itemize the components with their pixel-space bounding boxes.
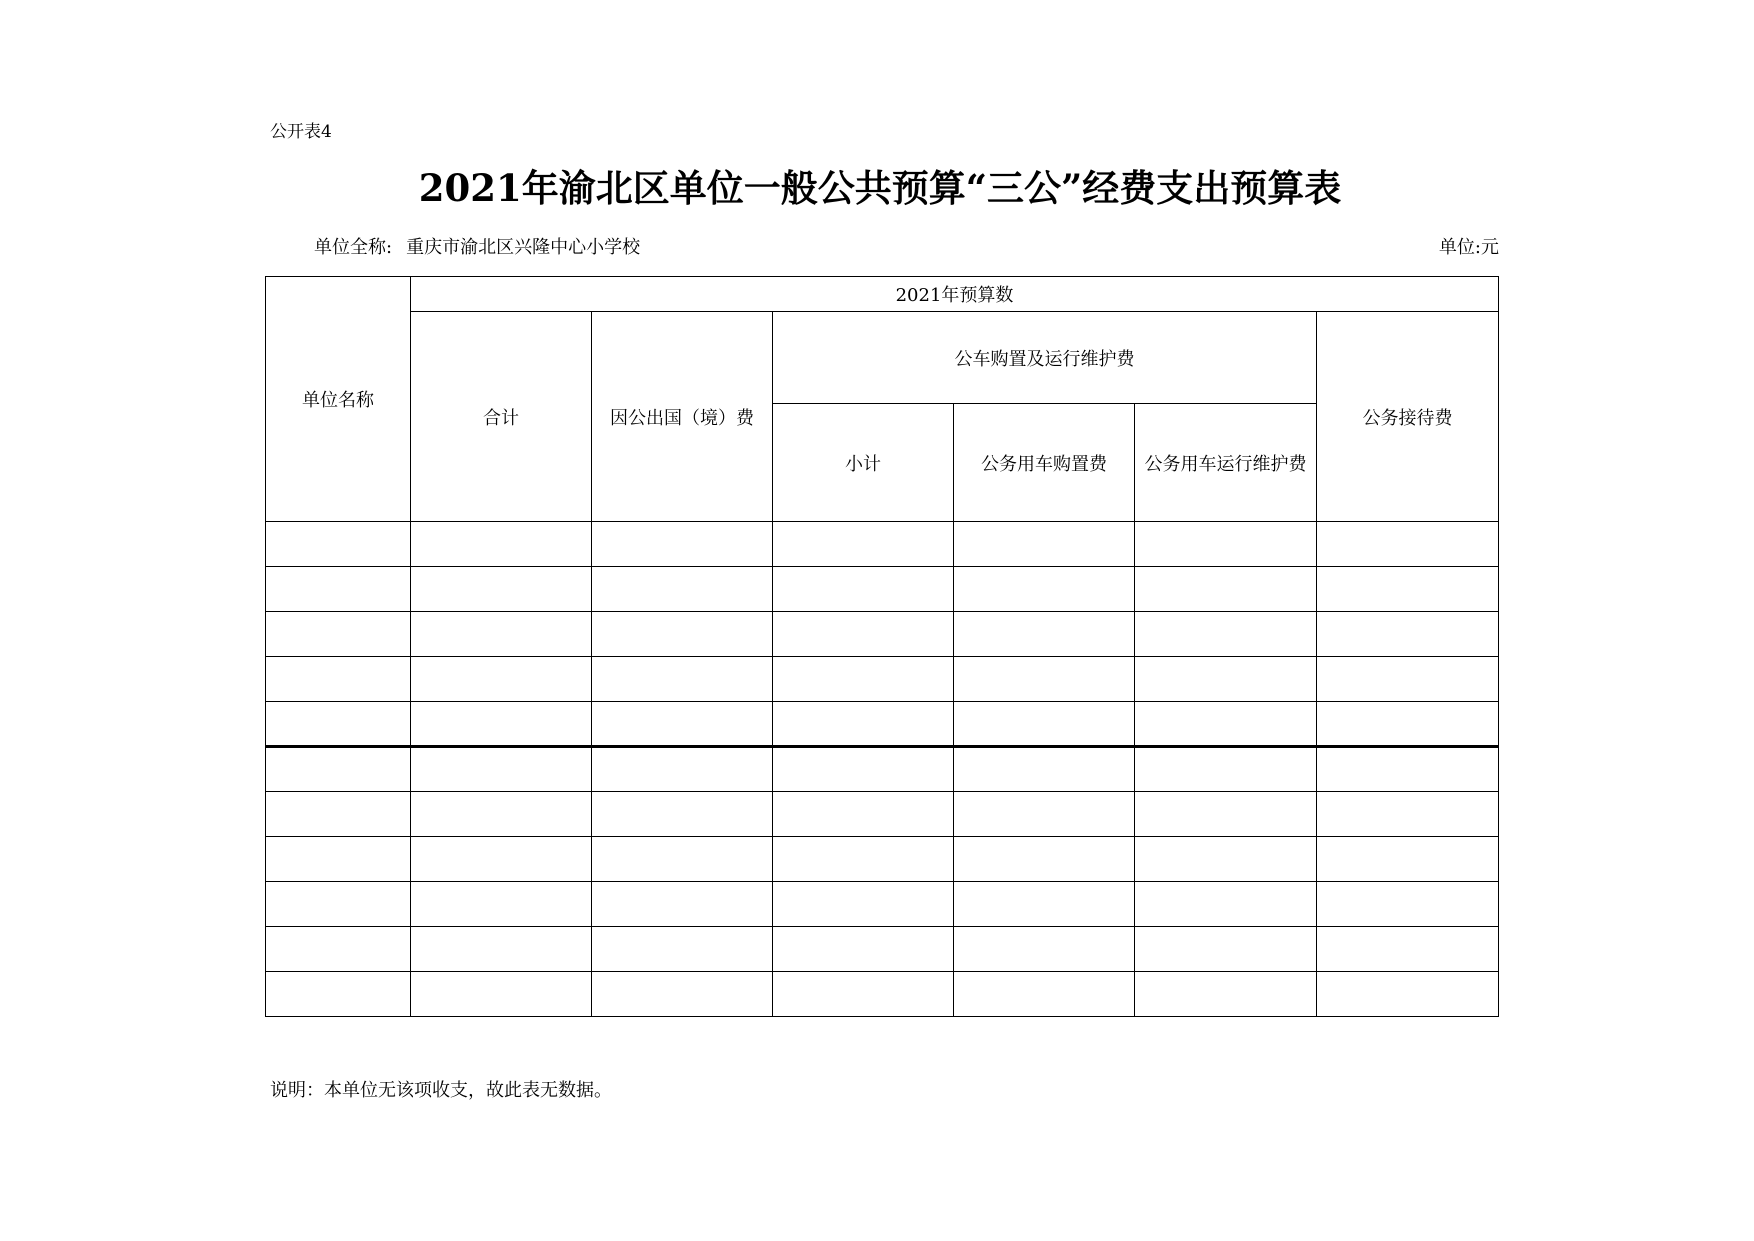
table-cell xyxy=(592,837,773,882)
table-cell xyxy=(266,567,411,612)
header-row-1 xyxy=(266,277,1499,312)
table-cell xyxy=(773,747,954,792)
table-cell xyxy=(411,972,592,1017)
header-vehicle-group: 公车购置及运行维护费 xyxy=(773,312,1317,404)
header-subtotal: 小计 xyxy=(773,404,954,522)
currency-label: 单位:元 xyxy=(1438,237,1499,258)
table-cell xyxy=(954,927,1135,972)
table-cell xyxy=(592,567,773,612)
table-cell xyxy=(592,612,773,657)
table-cell xyxy=(1135,792,1317,837)
table-cell xyxy=(266,927,411,972)
table-cell xyxy=(1317,702,1499,747)
table-cell xyxy=(954,657,1135,702)
table-cell xyxy=(773,837,954,882)
note: 说明：本单位无该项收支，故此表无数据。 xyxy=(270,1080,612,1101)
unit-label: 单位全称: xyxy=(314,237,393,258)
table-cell xyxy=(592,792,773,837)
table-cell xyxy=(773,657,954,702)
table-cell xyxy=(1135,657,1317,702)
table-cell xyxy=(266,882,411,927)
table-cell xyxy=(1317,657,1499,702)
table-cell xyxy=(266,522,411,567)
budget-table xyxy=(265,276,1499,1017)
table-cell xyxy=(954,522,1135,567)
header-reception: 公务接待费 xyxy=(1317,312,1499,522)
table-cell xyxy=(411,567,592,612)
header-total: 合计 xyxy=(411,312,592,522)
table-cell xyxy=(1135,567,1317,612)
table-row xyxy=(266,522,1499,567)
table-row xyxy=(266,702,1499,747)
table-body xyxy=(266,522,1499,1017)
page-title: 2021年渝北区单位一般公共预算“三公”经费支出预算表 xyxy=(418,166,1342,210)
table-cell xyxy=(411,522,592,567)
table-cell xyxy=(411,612,592,657)
table-cell xyxy=(773,882,954,927)
table-cell xyxy=(266,657,411,702)
table-cell xyxy=(1317,522,1499,567)
table-cell xyxy=(1317,972,1499,1017)
table-cell xyxy=(592,747,773,792)
table-cell xyxy=(1317,927,1499,972)
table-cell xyxy=(1135,522,1317,567)
table-cell xyxy=(954,612,1135,657)
table-cell xyxy=(1135,612,1317,657)
table-cell xyxy=(954,882,1135,927)
table-cell xyxy=(411,747,592,792)
table-cell xyxy=(954,837,1135,882)
table-cell xyxy=(1317,792,1499,837)
table-cell xyxy=(1135,837,1317,882)
table-cell xyxy=(773,702,954,747)
table-cell xyxy=(773,972,954,1017)
header-budget-group: 2021年预算数 xyxy=(411,277,1499,312)
table-cell xyxy=(1135,702,1317,747)
table-cell xyxy=(592,657,773,702)
table-row xyxy=(266,792,1499,837)
table-cell xyxy=(411,702,592,747)
table-row xyxy=(266,657,1499,702)
form-number: 公开表4 xyxy=(270,122,332,142)
header-vehicle-purchase: 公务用车购置费 xyxy=(954,404,1135,522)
table-cell xyxy=(266,612,411,657)
table-cell xyxy=(1317,747,1499,792)
table-row xyxy=(266,972,1499,1017)
table-cell xyxy=(773,927,954,972)
table-row xyxy=(266,612,1499,657)
table-cell xyxy=(592,927,773,972)
table-cell xyxy=(954,567,1135,612)
header-row-2 xyxy=(266,312,1499,404)
table-cell xyxy=(266,837,411,882)
table-cell xyxy=(1317,612,1499,657)
table-cell xyxy=(592,972,773,1017)
table-cell xyxy=(773,567,954,612)
table-cell xyxy=(954,972,1135,1017)
table-cell xyxy=(266,747,411,792)
table-row xyxy=(266,927,1499,972)
table-cell xyxy=(592,702,773,747)
table-cell xyxy=(266,792,411,837)
header-unit-name: 单位名称 xyxy=(266,277,411,522)
table-row xyxy=(266,567,1499,612)
table-cell xyxy=(773,522,954,567)
table-cell xyxy=(592,882,773,927)
table-cell xyxy=(1317,837,1499,882)
table-row xyxy=(266,747,1499,792)
table-cell xyxy=(266,972,411,1017)
table-cell xyxy=(411,657,592,702)
table-cell xyxy=(266,702,411,747)
header-abroad: 因公出国（境）费 xyxy=(592,312,773,522)
header-vehicle-operation: 公务用车运行维护费 xyxy=(1135,404,1317,522)
table-cell xyxy=(592,522,773,567)
table-cell xyxy=(1317,567,1499,612)
table-cell xyxy=(411,837,592,882)
table-cell xyxy=(411,792,592,837)
table-cell xyxy=(1135,972,1317,1017)
table-cell xyxy=(954,792,1135,837)
table-row xyxy=(266,882,1499,927)
table-cell xyxy=(954,747,1135,792)
table-cell xyxy=(1135,882,1317,927)
table-cell xyxy=(411,882,592,927)
table-cell xyxy=(773,612,954,657)
table-cell xyxy=(1135,747,1317,792)
unit-info xyxy=(314,237,640,259)
table-cell xyxy=(1135,927,1317,972)
table-cell xyxy=(773,792,954,837)
table-cell xyxy=(1317,882,1499,927)
table-cell xyxy=(954,702,1135,747)
unit-name: 重庆市渝北区兴隆中心小学校 xyxy=(406,237,641,258)
table-row xyxy=(266,837,1499,882)
table-cell xyxy=(411,927,592,972)
